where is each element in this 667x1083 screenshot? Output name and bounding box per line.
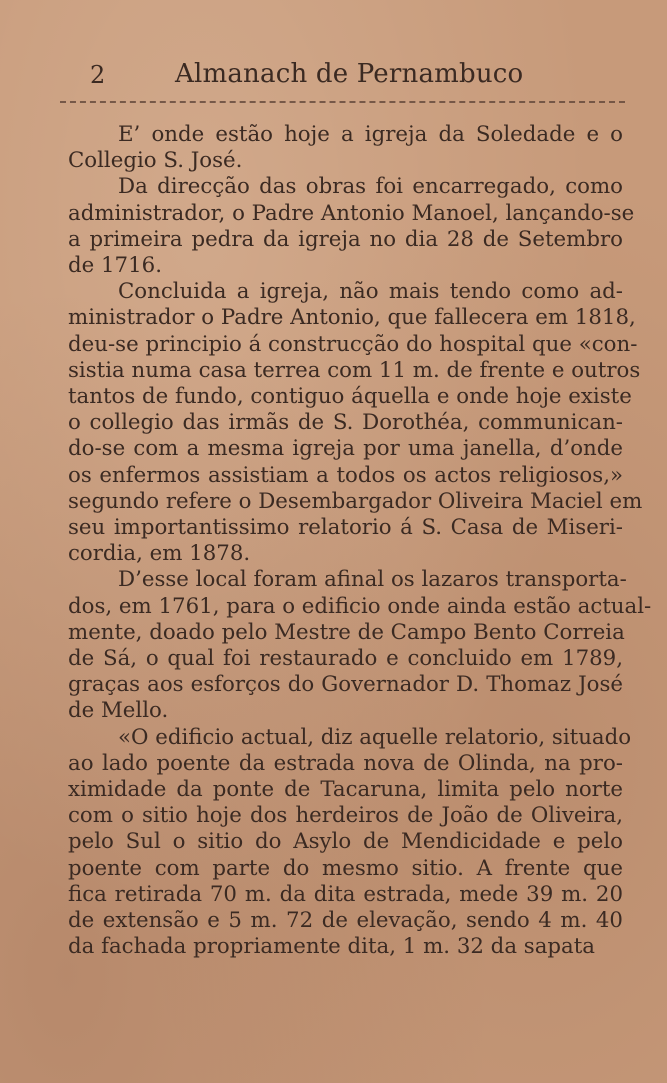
page-header [60,55,620,95]
text-line: cordia, em 1878. [68,541,251,567]
page-number: 2 [90,61,106,89]
text-line: de extensão e 5 m. 72 de elevação, sendo 4 m. 40 [68,908,623,934]
text-line: de 1716. [68,253,162,279]
text-line: ministrador o Padre Antonio, que fallecera em 1818, [68,305,636,331]
text-line: da fachada propriamente dita, 1 m. 32 da sapata [68,934,595,960]
text-line: pelo Sul o sitio do Asylo de Mendicidade e pelo [68,829,623,855]
text-line: fica retirada 70 m. da dita estrada, mede 39 m. 20 [68,881,623,907]
body-text [68,122,652,961]
text-line: «O edificio actual, diz aquelle relatorio, situado [118,724,632,750]
text-line: seu importantissimo relatorio á S. Casa de Miseri- [68,515,623,541]
text-line: ao lado poente da estrada nova de Olinda, na pro- [68,750,623,776]
text-line: E’ onde estão hoje a igreja da Soledade e o [118,122,623,147]
text-line: deu-se principio á construcção do hospital que «con- [68,331,638,357]
header-rule [60,101,625,103]
text-line: Collegio S. José. [68,148,243,174]
text-line: com o sitio hoje dos herdeiros de João de Oliveira, [68,803,623,829]
text-line: dos, em 1761, para o edificio onde ainda estão actual- [68,593,652,619]
text-line: Da direcção das obras foi encarregado, como [118,174,623,200]
text-line: os enfermos assistiam a todos os actos religiosos,» [68,462,623,488]
text-line: ximidade da ponte de Tacaruna, limita pelo norte [68,777,623,803]
text-line: administrador, o Padre Antonio Manoel, lançando-se [68,200,635,226]
running-title: Almanach de Pernambuco [175,59,524,89]
text-line: o collegio das irmãs de S. Dorothéa, communican- [68,410,623,436]
text-line: D’esse local foram afinal os lazaros transporta- [118,567,627,593]
text-line: de Mello. [68,698,169,724]
text-line: segundo refere o Desembargador Oliveira Maciel em [68,488,643,514]
text-line: poente com parte do mesmo sitio. A frente que [68,855,623,881]
text-line: Concluida a igreja, não mais tendo como ad- [118,279,623,305]
text-line: a primeira pedra da igreja no dia 28 de Setembro [68,226,623,252]
text-line: de Sá, o qual foi restaurado e concluido em 1789, [68,646,623,672]
text-line: mente, doado pelo Mestre de Campo Bento Correia [68,619,625,645]
text-line: graças aos esforços do Governador D. Thomaz José [68,672,623,698]
text-line: sistia numa casa terrea com 11 m. de frente e outros [68,357,641,383]
text-line: do-se com a mesma igreja por uma janella, d’onde [68,436,623,462]
text-line: tantos de fundo, contiguo áquella e onde hoje existe [68,384,632,410]
